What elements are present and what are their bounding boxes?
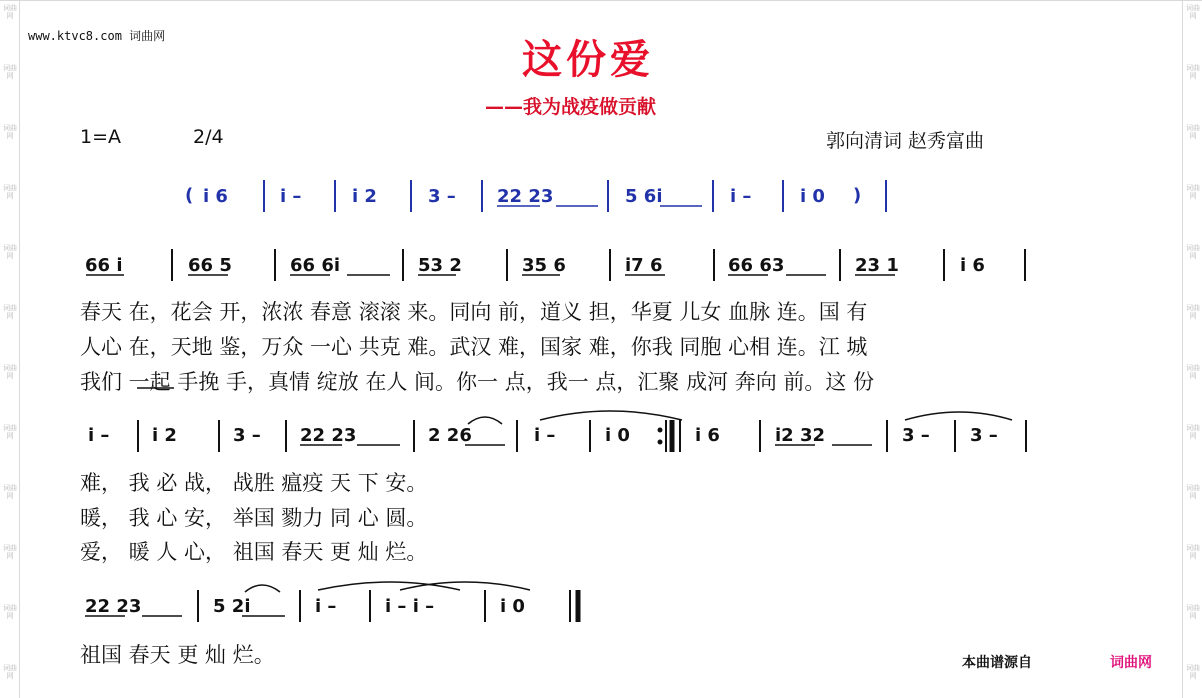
watermark: 词曲网 <box>3 124 17 140</box>
watermark: 词曲网 <box>3 304 17 320</box>
watermark: 词曲网 <box>3 664 17 680</box>
watermark: 词曲网 <box>1186 604 1200 620</box>
lyric-verse-1: 难， 我 必 战， 战胜 瘟疫 天 下 安。 <box>80 471 428 495</box>
watermark: 词曲网 <box>3 544 17 560</box>
lyric-verse-1: 春天 在，花会 开，浓浓 春意 滚滚 来。同向 前，道义 担，华夏 儿女 血脉 连。国 有 <box>80 300 868 324</box>
watermark: 词曲网 <box>3 424 17 440</box>
site-url[interactable]: www.ktvc8.com 词曲网 <box>28 29 166 43</box>
time-signature: 2/4 <box>193 126 224 148</box>
intro-close-paren: ) <box>853 185 862 206</box>
final-barline <box>570 590 578 622</box>
watermark: 词曲网 <box>1186 364 1200 380</box>
watermark: 词曲网 <box>3 64 17 80</box>
measure: 5 6i <box>625 186 663 207</box>
tie <box>468 417 502 424</box>
key-signature: 1=A <box>80 126 122 148</box>
watermark: 词曲网 <box>3 364 17 380</box>
measure: i2 32 <box>775 425 826 446</box>
tie <box>540 411 682 420</box>
lyric-verse-2: 人心 在，天地 鉴，万众 一心 共克 难。武汉 难，国家 难，你我 同胞 心相 连。江 城 <box>80 335 868 359</box>
measure: 66 6i <box>290 255 341 276</box>
measure: 22 23 <box>85 596 142 617</box>
measure: i – i – <box>385 596 435 617</box>
watermark: 词曲网 <box>1186 484 1200 500</box>
watermark: 词曲网 <box>3 484 17 500</box>
measure: i – <box>730 186 752 207</box>
lyric-line: 祖国 春天 更 灿 烂。 <box>80 643 275 667</box>
measure: 2 26 <box>428 425 472 446</box>
source-link[interactable]: 词曲网 <box>1110 655 1152 671</box>
measure: 35 6 <box>522 255 566 276</box>
measure: 3 – <box>428 186 456 207</box>
measure: i 6 <box>203 186 228 207</box>
measure: 23 1 <box>855 255 899 276</box>
measure: i 0 <box>605 425 630 446</box>
watermark: 词曲网 <box>3 4 17 20</box>
song-subtitle: ——我为战疫做贡献 <box>485 96 657 118</box>
measure: i 0 <box>800 186 825 207</box>
measure: i 0 <box>500 596 525 617</box>
measure: i – <box>280 186 302 207</box>
measure: 3 – <box>233 425 261 446</box>
watermark: 词曲网 <box>1186 4 1200 20</box>
watermark: 词曲网 <box>3 184 17 200</box>
watermark: 词曲网 <box>3 604 17 620</box>
measure: 53 2 <box>418 255 462 276</box>
measure: i 6 <box>695 425 720 446</box>
song-title: 这份爱 <box>522 36 654 83</box>
watermark: 词曲网 <box>1186 184 1200 200</box>
lyric-verse-2: 暖， 我 心 安， 举国 勠力 同 心 圆。 <box>80 506 428 530</box>
watermark: 词曲网 <box>1186 244 1200 260</box>
measure: i 2 <box>152 425 177 446</box>
watermark: 词曲网 <box>1186 664 1200 680</box>
tie <box>245 585 280 592</box>
repeat-sign <box>658 420 673 452</box>
source-label: 本曲谱源自 <box>962 655 1032 671</box>
measure: 5 2i <box>213 596 251 617</box>
measure: 66 5 <box>188 255 232 276</box>
watermark: 词曲网 <box>3 244 17 260</box>
measure: i 2 <box>352 186 377 207</box>
measure: 66 i <box>85 255 123 276</box>
measure: i – <box>534 425 556 446</box>
tie <box>905 412 1012 420</box>
measure: i 6 <box>960 255 985 276</box>
measure: i – <box>88 425 110 446</box>
watermark: 词曲网 <box>1186 304 1200 320</box>
watermark: 词曲网 <box>1186 64 1200 80</box>
measure: i – <box>315 596 337 617</box>
lyric-verse-3: 我们 一起 手挽 手，真情 绽放 在人 间。你一 点，我一 点，汇聚 成河 奔向 前。这 份 <box>80 370 875 394</box>
lyric-verse-3: 爱， 暖 人 心， 祖国 春天 更 灿 烂。 <box>80 540 428 564</box>
measure: 3 – <box>970 425 998 446</box>
measure: 22 23 <box>497 186 554 207</box>
measure: 22 23 <box>300 425 357 446</box>
measure: 3 – <box>902 425 930 446</box>
measure: i7 6 <box>625 255 663 276</box>
measure: 66 63 <box>728 255 785 276</box>
watermark: 词曲网 <box>1186 544 1200 560</box>
credits: 郭向清词 赵秀富曲 <box>826 130 985 152</box>
intro-open-paren: ( <box>185 185 194 206</box>
watermark: 词曲网 <box>1186 424 1200 440</box>
watermark: 词曲网 <box>1186 124 1200 140</box>
